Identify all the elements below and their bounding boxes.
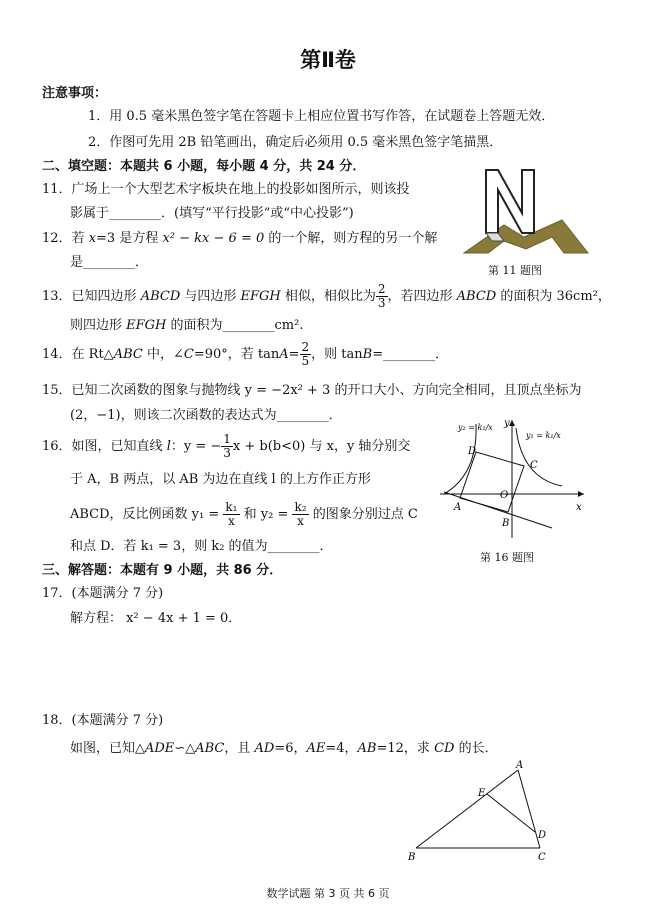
q16-slope-fraction: $\frac{1}{3}$	[223, 432, 231, 460]
fig16-point-A: A	[454, 502, 462, 513]
q14-line: 14．在 Rt△ABC 中，∠C=90°，若 tanA= $\frac{2}{5}$ ，则 tanB=________．	[42, 340, 449, 368]
fig16-origin-O: O	[500, 490, 509, 501]
figure-11-projection	[464, 165, 588, 255]
q16-line4: 和点 D．若 k₁ = 3，则 k₂ 的值为________．	[70, 539, 333, 554]
q16-y2-fraction: $\frac{\text{k₂}}{x}$	[294, 500, 307, 528]
q13-line1: 13．已知四边形 ABCD 与四边形 EFGH 相似，相似比为 $\frac{2}{3}$ ，若四边形 ABCD 的面积为 36cm²，	[42, 282, 611, 310]
q15-line2: (2，−1)，则该二次函数的表达式为________．	[70, 408, 342, 423]
fig16-point-B: B	[502, 518, 510, 529]
fig18-point-E: E	[478, 788, 486, 799]
figure-16-caption: 第 16 题图	[480, 551, 534, 564]
fig18-point-D: D	[538, 830, 547, 841]
fig16-y1-label: y₁ = k₁/x	[526, 431, 561, 440]
q16-line2: 于 A，B 两点，以 AB 为边在直线 l 的上方作正方形	[70, 472, 371, 487]
q18-text: 如图，已知△ADE∽△ABC，且 AD=6，AE=4，AB=12，求 CD 的长．	[70, 741, 498, 756]
notice-item-1: 1．用 0.5 毫米黑色签字笔在答题卡上相应位置书写作答，在试题卷上答题无效．	[88, 109, 555, 124]
notice-heading: 注意事项：	[42, 86, 108, 101]
section3-heading: 三、解答题：本题有 9 小题，共 86 分．	[42, 563, 283, 578]
fig18-point-B: B	[408, 852, 416, 863]
q16-y1-fraction: $\frac{\text{k₁}}{x}$	[225, 500, 238, 528]
q16-line3: ABCD，反比例函数 y₁ = $\frac{\text{k₁}}{x}$ 和 y₂ = $\frac{\text{k₂}}{x}$ 的图象分别过点 C	[70, 500, 418, 528]
notice-item-2: 2．作图可先用 2B 铅笔画出，确定后必须用 0.5 毫米黑色签字笔描黑．	[88, 135, 503, 150]
page-footer: 数学试题 第 3 页 共 6 页	[266, 887, 390, 900]
fig16-point-D: D	[468, 446, 477, 457]
figure-16-graph	[438, 414, 588, 540]
page-title: 第Ⅱ卷	[300, 48, 356, 72]
fig16-x-axis-label: x	[576, 502, 582, 513]
q13-line2: 则四边形 EFGH 的面积为________cm².	[70, 318, 304, 333]
q17-text: 解方程： x² − 4x + 1 = 0．	[70, 611, 242, 626]
q12-line1: 12．若 x=3 是方程 x² − kx − 6 = 0 的一个解，则方程的另一个解	[42, 231, 438, 246]
fig18-point-A: A	[516, 760, 524, 771]
q18-title: 18．(本题满分 7 分)	[42, 713, 164, 728]
q15-line1: 15．已知二次函数的图象与抛物线 y = −2x² + 3 的开口大小、方向完全相同，且顶点坐标为	[42, 383, 582, 398]
fig18-point-C: C	[538, 852, 546, 863]
fig16-y2-label: y₂ = k₂/x	[458, 423, 493, 432]
q17-title: 17．(本题满分 7 分)	[42, 586, 164, 601]
q11-line1: 11．广场上一个大型艺术字板块在地上的投影如图所示，则该投	[42, 182, 410, 197]
q16-line1: 16．如图，已知直线 l：y = − $\frac{1}{3}$ x + b(b<0) 与 x，y 轴分别交	[42, 432, 411, 460]
q13-ratio-fraction: $\frac{2}{3}$	[377, 282, 386, 310]
section2-heading: 二、填空题：本题共 6 小题，每小题 4 分，共 24 分．	[42, 159, 366, 174]
q12-line2: 是________．	[70, 255, 149, 270]
fig16-point-C: C	[530, 460, 538, 471]
figure-18-triangle	[400, 756, 570, 868]
figure-11-caption: 第 11 题图	[488, 264, 542, 277]
q14-fraction: $\frac{2}{5}$	[301, 340, 310, 368]
q11-line2: 影属于________．(填写“平行投影”或“中心投影”)	[70, 206, 354, 221]
fig16-y-axis-label: y	[504, 418, 510, 429]
